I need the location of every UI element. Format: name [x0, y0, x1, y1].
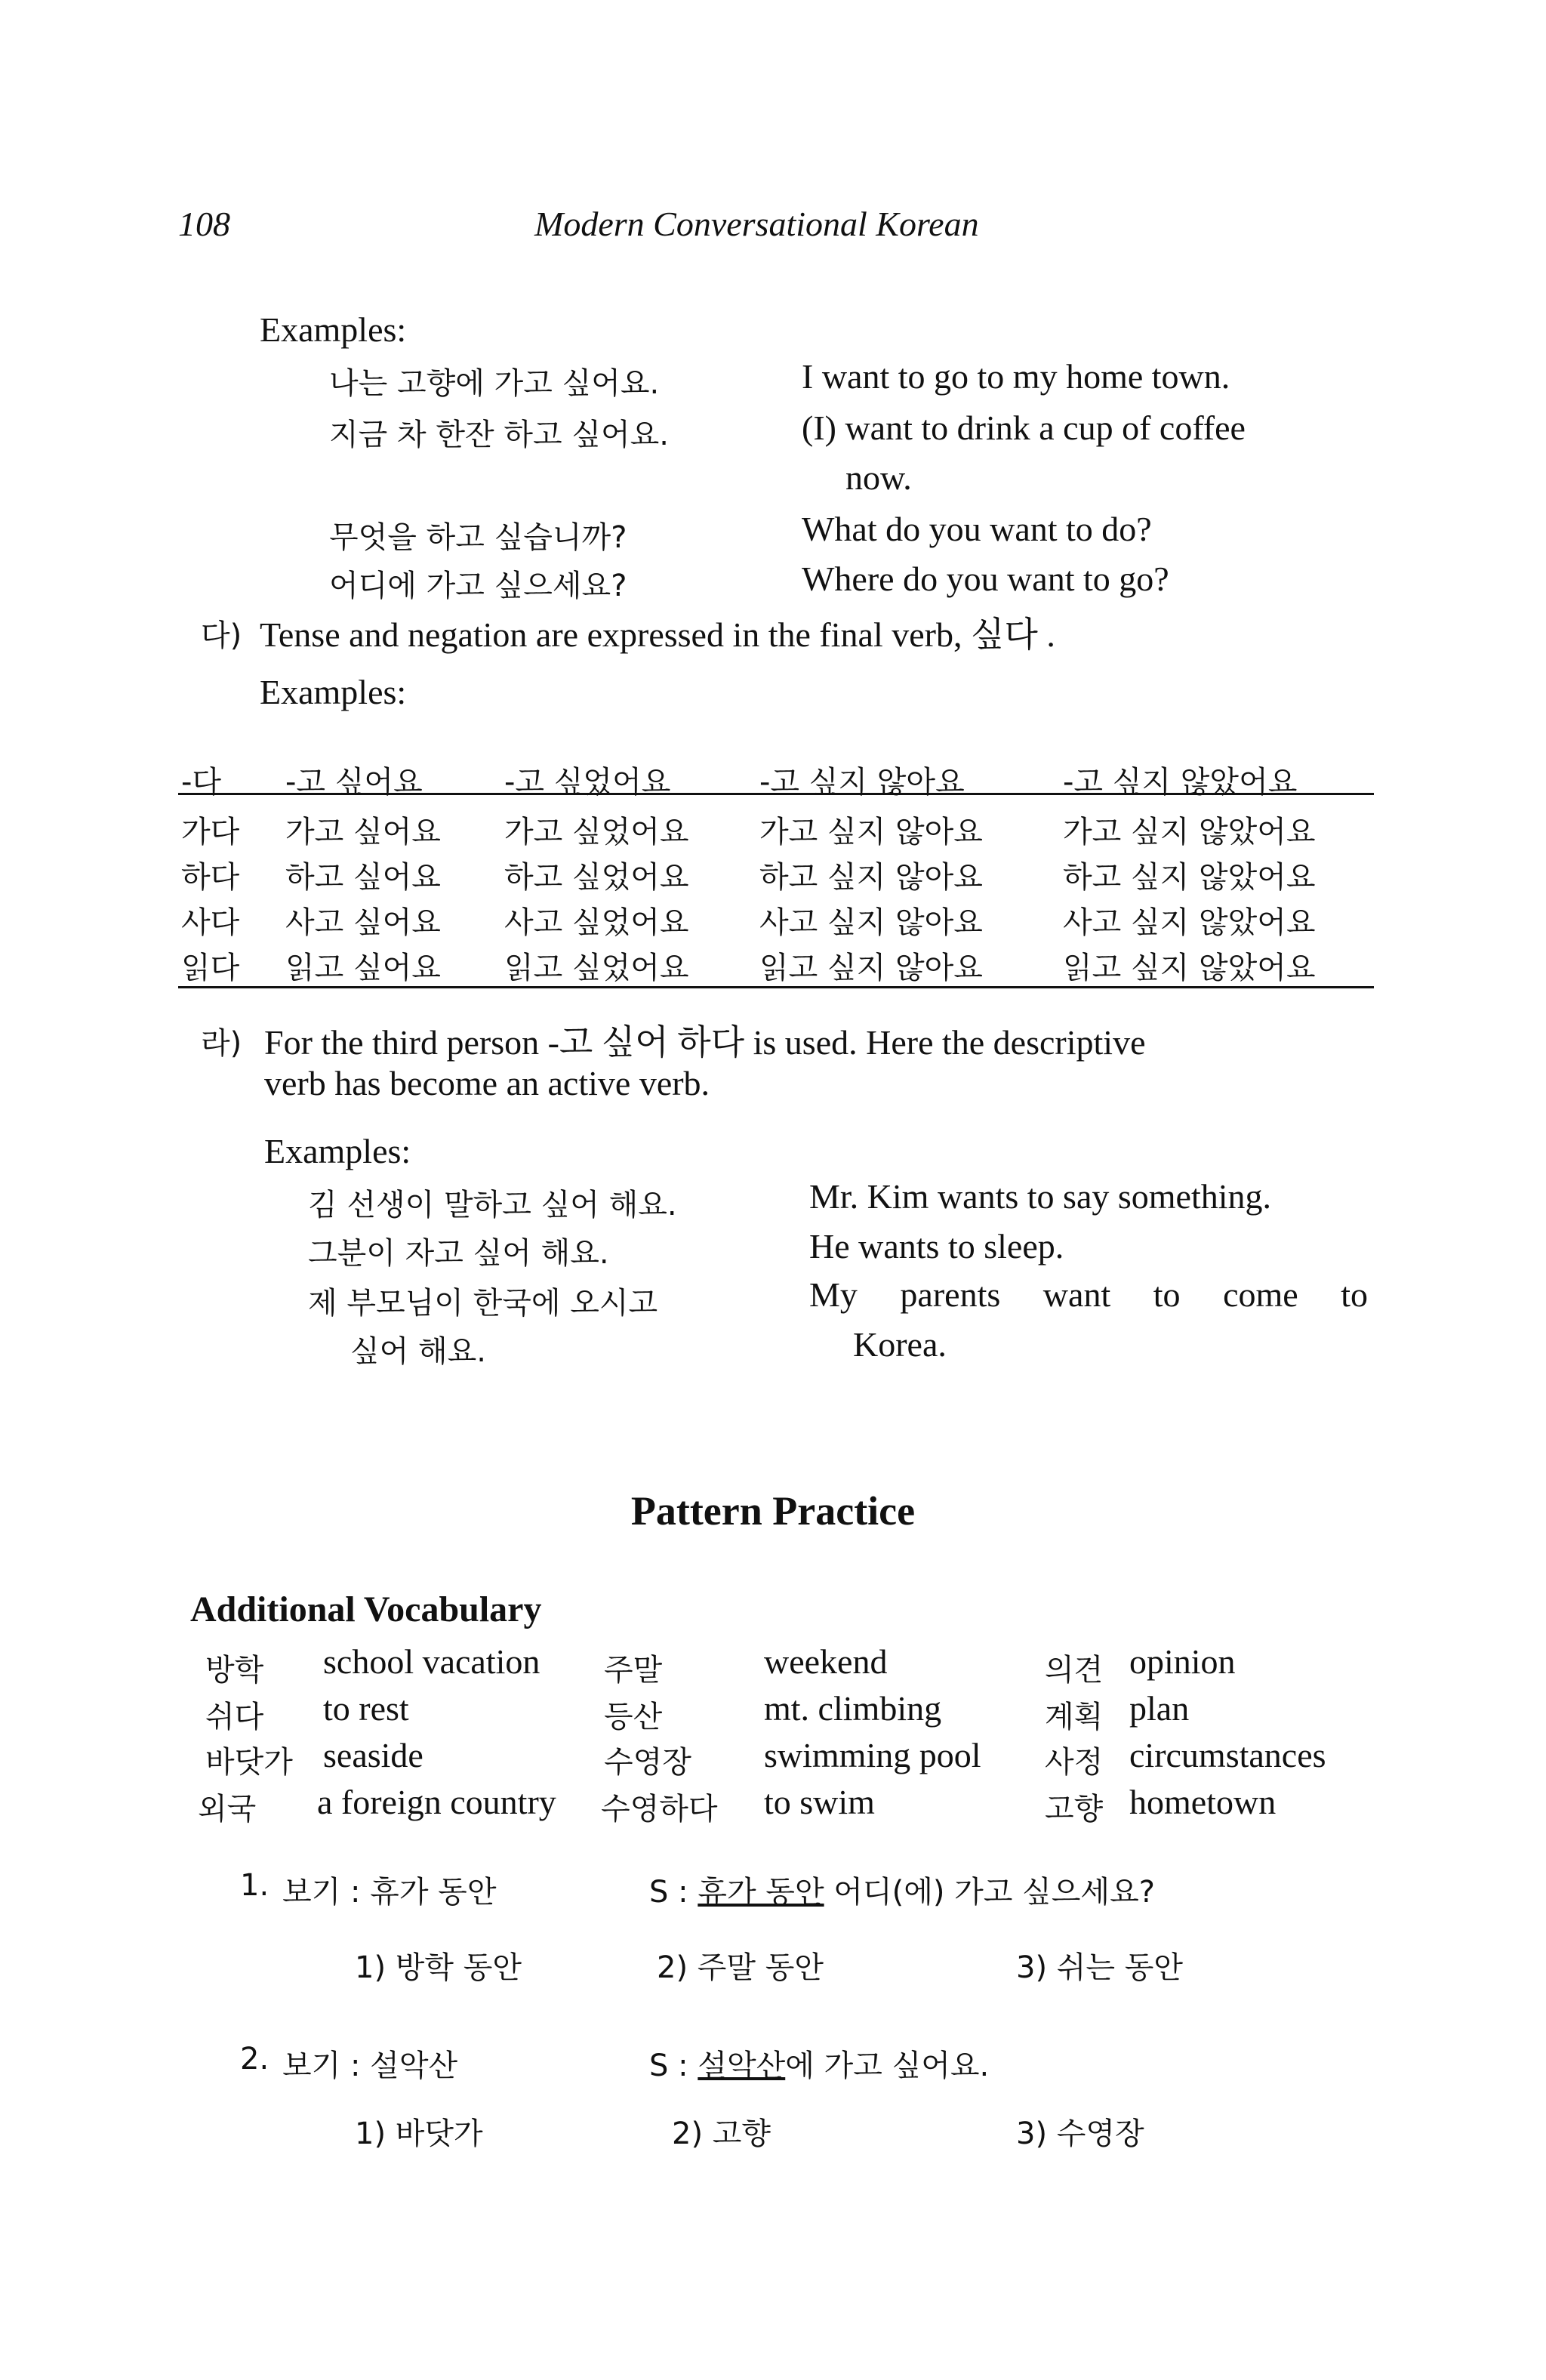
- section-marker: 라): [201, 1026, 242, 1061]
- table-cell: 하고 싶지 않았어요: [1063, 860, 1316, 895]
- section-title: Pattern Practice: [630, 1488, 916, 1534]
- answer-label: S :: [649, 1875, 688, 1910]
- example-korean: 지금 차 한잔 하고 싶어요.: [329, 418, 669, 452]
- vocab-english: plan: [1129, 1689, 1190, 1728]
- table-cell: 가고 싶지 않아요: [759, 815, 983, 849]
- table-cell: 사다: [181, 905, 240, 940]
- exercise-item: 2) 고향: [672, 2116, 771, 2151]
- answer-underlined: 휴가 동안: [698, 1875, 824, 1910]
- exercise-number: 2.: [240, 2042, 269, 2076]
- vocab-english: to rest: [323, 1689, 409, 1728]
- vocab-english: swimming pool: [764, 1736, 981, 1774]
- examples-label: Examples:: [264, 1132, 411, 1170]
- example-korean-continuation: 싶어 해요.: [350, 1334, 486, 1369]
- vocab-english: to swim: [764, 1783, 875, 1821]
- examples-label: Examples:: [260, 310, 407, 349]
- section-text: For the third person -고 싶어 하다 is used. Here the descriptive: [264, 1023, 1146, 1062]
- exercise-item: 2) 주말 동안: [657, 1950, 824, 1985]
- table-cell: 읽고 싶었어요: [504, 951, 689, 985]
- exercise-item: 3) 쉬는 동안: [1016, 1950, 1184, 1985]
- exercise-example: 보기 : 설악산: [282, 2049, 458, 2083]
- vocab-korean: 사정: [1045, 1745, 1104, 1780]
- example-english: Where do you want to go?: [802, 560, 1169, 598]
- table-cell: 가고 싶었어요: [504, 815, 689, 849]
- example-english-continuation: now.: [845, 458, 912, 497]
- vocab-english: hometown: [1129, 1783, 1277, 1821]
- examples-label: Examples:: [260, 673, 407, 711]
- table-cell: 가고 싶지 않았어요: [1063, 815, 1316, 849]
- exercise-item: 1) 방학 동안: [355, 1950, 522, 1985]
- table-cell: 하고 싶지 않아요: [759, 860, 983, 895]
- vocab-korean: 쉬다: [205, 1700, 264, 1734]
- table-cell: 사고 싶지 않아요: [759, 905, 983, 940]
- vocab-korean: 의견: [1045, 1653, 1104, 1688]
- example-korean: 나는 고향에 가고 싶어요.: [329, 366, 660, 401]
- table-cell: 읽고 싶지 않았어요: [1063, 951, 1316, 985]
- exercise-number: 1.: [240, 1868, 269, 1903]
- example-korean: 제 부모님이 한국에 오시고: [308, 1286, 658, 1321]
- exercise-answer: [649, 1868, 1155, 1911]
- vocab-english: mt. climbing: [764, 1689, 942, 1728]
- vocab-english: circumstances: [1129, 1736, 1326, 1774]
- table-header-cell: -고 싶어요: [285, 765, 423, 800]
- answer-label: S :: [649, 2049, 688, 2083]
- vocab-english: a foreign country: [317, 1783, 556, 1821]
- answer-rest: 에 가고 싶어요.: [785, 2049, 990, 2083]
- vocab-korean: 방학: [205, 1653, 264, 1688]
- table-header-cell: -고 싶지 않아요: [759, 765, 965, 800]
- vocab-english: seaside: [323, 1736, 423, 1774]
- table-cell: 사고 싶지 않았어요: [1063, 905, 1316, 940]
- vocab-english: weekend: [764, 1642, 888, 1681]
- example-english: Mr. Kim wants to say something.: [809, 1177, 1272, 1216]
- exercise-item: 1) 바닷가: [355, 2116, 483, 2151]
- exercise-example: 보기 : 휴가 동안: [282, 1875, 497, 1910]
- table-header-cell: -고 싶지 않았어요: [1063, 765, 1298, 800]
- table-header-cell: -다: [181, 765, 222, 800]
- example-english-continuation: Korea.: [853, 1325, 947, 1364]
- table-header-cell: -고 싶었어요: [504, 765, 671, 800]
- table-cell: 읽다: [181, 951, 240, 985]
- example-korean: 그분이 자고 싶어 해요.: [308, 1236, 609, 1271]
- section-marker: 다): [201, 618, 242, 653]
- example-english: (I) want to drink a cup of coffee: [802, 408, 1246, 447]
- running-header-title: Modern Conversational Korean: [534, 205, 979, 243]
- page-number: 108: [178, 205, 230, 243]
- vocab-korean: 등산: [604, 1700, 663, 1734]
- vocab-korean: 바닷가: [205, 1745, 293, 1780]
- vocab-korean: 고향: [1045, 1792, 1104, 1827]
- table-cell: 하고 싶어요: [285, 860, 441, 895]
- vocab-english: school vacation: [323, 1642, 540, 1681]
- answer-underlined: 설악산: [698, 2049, 786, 2083]
- vocab-title: Additional Vocabulary: [190, 1589, 542, 1629]
- table-cell: 읽고 싶어요: [285, 951, 441, 985]
- table-cell: 하다: [181, 860, 240, 895]
- section-text-continuation: verb has become an active verb.: [264, 1064, 710, 1102]
- example-english: He wants to sleep.: [809, 1227, 1064, 1266]
- example-korean: 김 선생이 말하고 싶어 해요.: [308, 1188, 677, 1222]
- table-cell: 읽고 싶지 않아요: [759, 951, 983, 985]
- example-english: My parents want to come to: [809, 1275, 1368, 1314]
- example-korean: 무엇을 하고 싶습니까?: [329, 520, 627, 555]
- table-cell: 사고 싶었어요: [504, 905, 689, 940]
- table-cell: 사고 싶어요: [285, 905, 441, 940]
- vocab-korean: 수영장: [604, 1745, 691, 1780]
- example-english: What do you want to do?: [802, 510, 1152, 548]
- table-cell: 가다: [181, 815, 240, 849]
- answer-rest: 어디(에) 가고 싶으세요?: [824, 1875, 1155, 1910]
- vocab-korean: 수영하다: [601, 1792, 718, 1827]
- vocab-korean: 외국: [198, 1792, 257, 1827]
- example-english: I want to go to my home town.: [802, 357, 1230, 396]
- section-text: Tense and negation are expressed in the final verb, 싶다 .: [260, 615, 1055, 654]
- vocab-korean: 주말: [604, 1653, 663, 1688]
- table-cell: 가고 싶어요: [285, 815, 441, 849]
- vocab-english: opinion: [1129, 1642, 1236, 1681]
- example-korean: 어디에 가고 싶으세요?: [329, 569, 627, 603]
- vocab-korean: 계획: [1045, 1700, 1104, 1734]
- exercise-answer: [649, 2042, 989, 2085]
- exercise-item: 3) 수영장: [1016, 2116, 1144, 2151]
- table-cell: 하고 싶었어요: [504, 860, 689, 895]
